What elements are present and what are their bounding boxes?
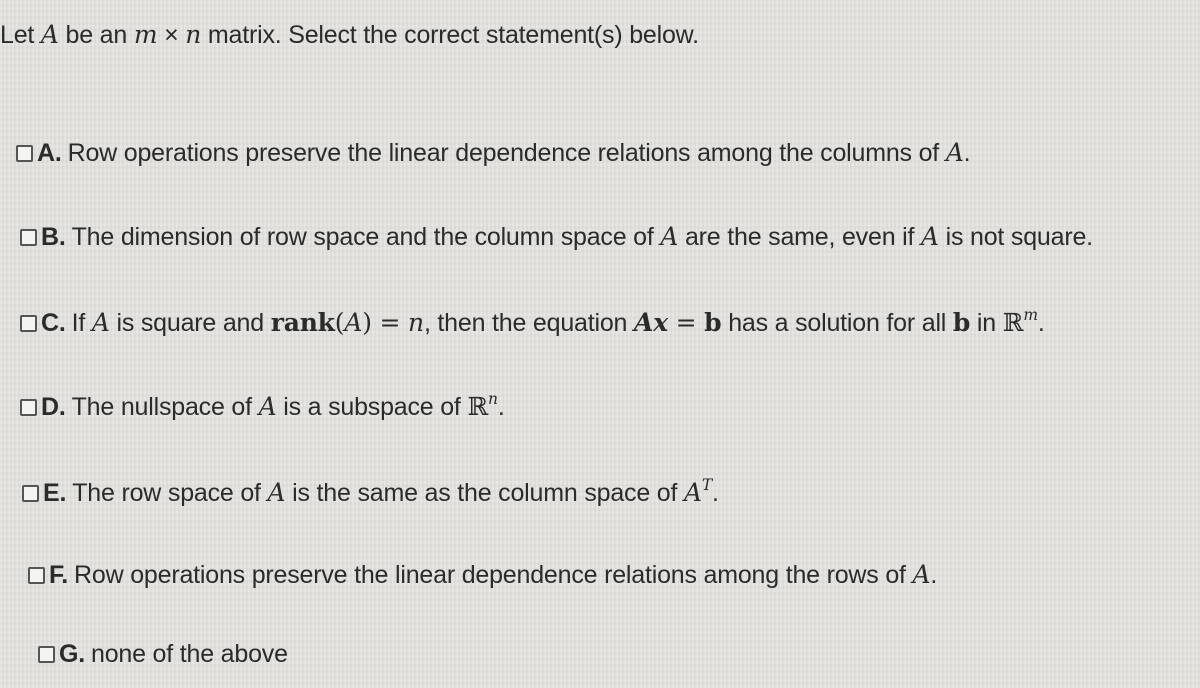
option-f-text-pre: Row operations preserve the linear dependence relations among the rows of bbox=[74, 561, 913, 589]
option-f-text-post: . bbox=[930, 561, 938, 589]
option-f-text bbox=[74, 560, 937, 590]
option-e-text-post: . bbox=[711, 479, 719, 507]
option-f-checkbox[interactable] bbox=[28, 567, 45, 584]
option-d-real-space-exponent: n bbox=[488, 390, 498, 409]
option-c-rank-close-paren: ) bbox=[362, 308, 372, 337]
prompt-times-symbol: × bbox=[157, 21, 186, 49]
option-a-text-pre: Row operations preserve the linear dependence relations among the columns of bbox=[67, 139, 946, 167]
option-d-matrix-symbol: A bbox=[258, 392, 277, 421]
option-g[interactable] bbox=[38, 640, 288, 669]
option-c-matrix-symbol-2: A bbox=[344, 308, 363, 337]
option-c-text-mid-4: in bbox=[970, 309, 1003, 337]
option-c-checkbox[interactable] bbox=[20, 315, 37, 332]
option-b-matrix-symbol-1: A bbox=[660, 222, 679, 251]
option-g-letter: G. bbox=[59, 640, 85, 668]
option-d-letter: D. bbox=[41, 392, 66, 421]
option-c-b-vector-1: b bbox=[704, 308, 722, 337]
option-c-text-mid-2: , then the equation bbox=[423, 309, 635, 337]
option-c-text bbox=[72, 308, 1045, 338]
option-e-checkbox[interactable] bbox=[22, 485, 39, 502]
option-d-text-post: . bbox=[497, 393, 505, 421]
option-e-text bbox=[72, 478, 718, 508]
option-c-rank-function: rank bbox=[270, 308, 335, 337]
option-b-text-mid: are the same, even if bbox=[678, 223, 921, 251]
option-d-real-space-symbol: ℝ bbox=[467, 392, 489, 421]
option-c-equals-1: = bbox=[371, 308, 409, 337]
option-a-letter: A. bbox=[37, 138, 62, 167]
option-c-ax-expression: Ax bbox=[634, 308, 668, 337]
option-c-text-pre: If bbox=[71, 309, 92, 337]
option-b-text bbox=[72, 222, 1093, 252]
option-b-text-post: is not square. bbox=[938, 223, 1093, 251]
option-c[interactable] bbox=[20, 308, 1045, 338]
option-c-text-mid-3: has a solution for all bbox=[721, 309, 953, 337]
option-c-n-symbol: n bbox=[408, 308, 424, 337]
option-c-text-post: . bbox=[1037, 309, 1045, 337]
prompt-n-symbol: n bbox=[185, 20, 202, 49]
option-a-checkbox[interactable] bbox=[16, 145, 33, 162]
option-d-text bbox=[72, 392, 505, 422]
option-d[interactable] bbox=[20, 392, 505, 422]
prompt-matrix-symbol: A bbox=[40, 20, 59, 49]
question-prompt bbox=[0, 20, 699, 50]
option-b-checkbox[interactable] bbox=[20, 229, 37, 246]
option-c-text-mid-1: is square and bbox=[109, 309, 271, 337]
option-f[interactable] bbox=[28, 560, 937, 590]
option-e-transpose-exponent: T bbox=[701, 476, 712, 495]
option-e-text-mid: is the same as the column space of bbox=[285, 479, 684, 507]
option-e[interactable] bbox=[22, 478, 719, 508]
option-a-text-post: . bbox=[963, 139, 971, 167]
option-e-text-pre: The row space of bbox=[72, 479, 268, 507]
prompt-text-mid: be an bbox=[58, 21, 134, 49]
option-c-letter: C. bbox=[41, 308, 66, 337]
option-a[interactable] bbox=[16, 138, 970, 168]
prompt-text-pre: Let bbox=[0, 21, 41, 49]
option-e-matrix-symbol-1: A bbox=[267, 478, 286, 507]
option-f-letter: F. bbox=[49, 560, 69, 589]
option-f-matrix-symbol: A bbox=[912, 560, 931, 589]
option-g-checkbox[interactable] bbox=[38, 646, 55, 663]
option-c-rank-open-paren: ( bbox=[334, 308, 345, 337]
option-a-matrix-symbol: A bbox=[945, 138, 964, 167]
option-d-checkbox[interactable] bbox=[20, 399, 37, 416]
option-b-text-pre: The dimension of row space and the column space of bbox=[71, 223, 661, 251]
option-b[interactable] bbox=[20, 222, 1093, 252]
option-c-real-space-symbol: ℝ bbox=[1002, 308, 1024, 337]
option-d-text-mid: is a subspace of bbox=[276, 393, 468, 421]
option-a-text bbox=[68, 138, 971, 168]
option-c-b-vector-2: b bbox=[952, 308, 971, 337]
prompt-text-post: matrix. Select the correct statement(s) below. bbox=[201, 21, 699, 49]
option-b-matrix-symbol-2: A bbox=[921, 222, 939, 251]
prompt-m-symbol: m bbox=[133, 20, 158, 49]
option-d-text-pre: The nullspace of bbox=[71, 393, 259, 421]
option-c-real-space-exponent: m bbox=[1023, 306, 1038, 325]
option-c-equals-2: = bbox=[667, 308, 705, 337]
option-c-matrix-symbol-1: A bbox=[91, 308, 110, 337]
option-e-matrix-symbol-2: A bbox=[683, 478, 702, 507]
option-e-letter: E. bbox=[43, 478, 67, 507]
option-g-text: none of the above bbox=[91, 640, 288, 668]
option-b-letter: B. bbox=[41, 222, 66, 251]
